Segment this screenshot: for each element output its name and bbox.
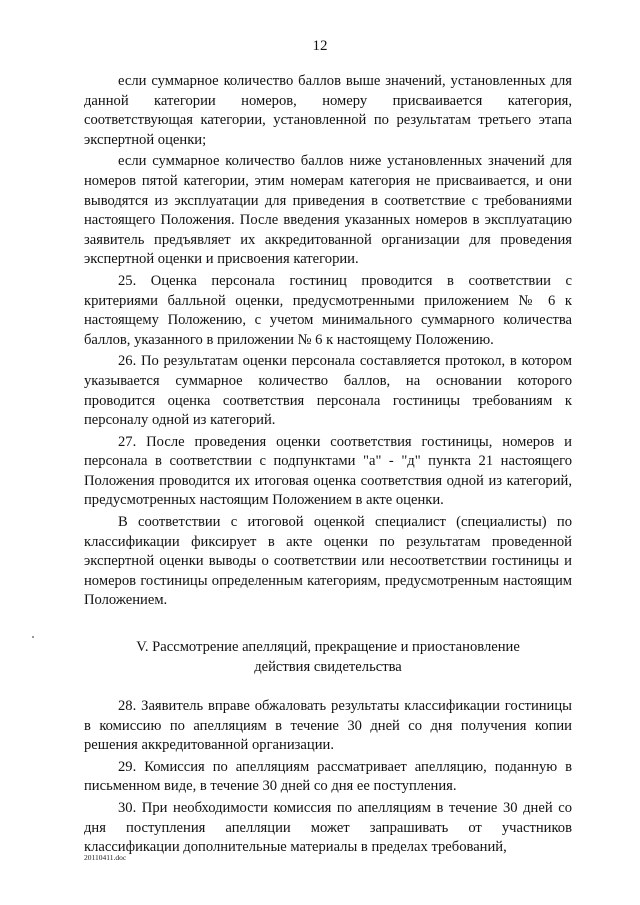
footer-filename: 20110411.doc <box>84 853 127 862</box>
section-title-line: действия свидетельства <box>254 659 402 676</box>
section-title <box>84 637 572 677</box>
document-body <box>84 72 572 860</box>
paragraph: если суммарное количество баллов выше значений, установленных для данной категории номеров, номеру присваивается категория, соответствующая категории, установленной по результатам третьего этапа экспертной оценки; <box>84 73 572 148</box>
page-number: 12 <box>312 38 328 54</box>
paragraph: 27. После проведения оценки соответствия гостиницы, номеров и персонала в соответствии с подпунктами "а" - "д" пункта 21 настоящего Положения проводится их итоговая оценка соответствия одной из категорий, предусмотренных настоящим Положением в акте оценки. <box>84 433 572 509</box>
paragraph: 29. Комиссия по апелляциям рассматривает апелляцию, поданную в письменном виде, в течение 30 дней со дня ее поступления. <box>84 758 572 795</box>
paragraph: если суммарное количество баллов ниже установленных значений для номеров пятой категории, этим номерам категория не присваивается, и они выводятся из эксплуатации для приведения в соответствие с требованиями настоящего Положения. После введения указанных номеров в эксплуатацию заявитель предъявляет их аккредитованной организации для проведения экспертной оценки и присвоения категории. <box>84 153 572 268</box>
margin-mark <box>32 636 34 638</box>
paragraph: 28. Заявитель вправе обжаловать результаты классификации гостиницы в комиссию по апелляциям в течение 30 дней со дня получения копии решения аккредитованной организации. <box>84 698 572 754</box>
paragraph: 26. По результатам оценки персонала составляется протокол, в котором указывается суммарное количество баллов, на основании которого проводится оценка соответствия персонала гостиницы требованиям к персоналу одной из категорий. <box>84 353 572 429</box>
paragraph: 25. Оценка персонала гостиниц проводится в соответствии с критериями балльной оценки, предусмотренными приложением № 6 к настоящему Положению, с учетом минимального суммарного количества баллов, указанного в приложении № 6 к настоящему Положению. <box>84 272 572 348</box>
section-title-line: V. Рассмотрение апелляций, прекращение и приостановление <box>136 639 520 656</box>
paragraph: 30. При необходимости комиссия по апелляциям в течение 30 дней со дня поступления апелляции может запрашивать от участников классификации дополнительные материалы в пределах требований, <box>84 800 572 856</box>
paragraph: В соответствии с итоговой оценкой специалист (специалисты) по классификации фиксирует в акте оценки по результатам проведенной экспертной оценки выводы о соответствии или несоответствии гостиницы и номеров гостиницы определенным категориям, предусмотренным настоящим Положением. <box>84 514 572 609</box>
